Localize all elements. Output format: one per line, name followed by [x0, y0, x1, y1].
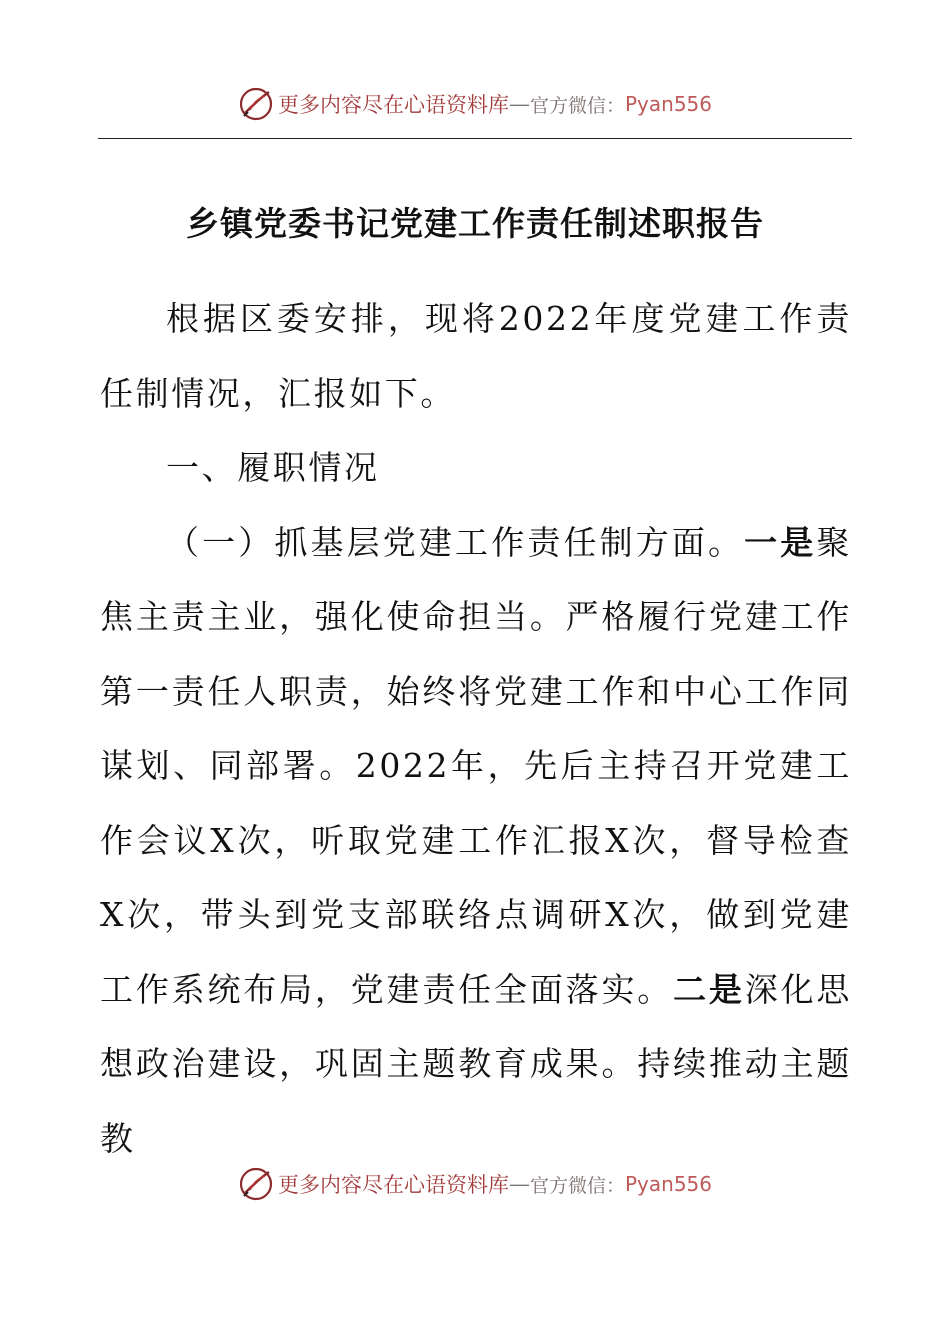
intro-paragraph: 根据区委安排，现将2022年度党建工作责任制情况，汇报如下。: [100, 299, 852, 413]
footer-wechat-label: 官方微信：: [529, 1174, 625, 1197]
subsection-heading: （一）抓基层党建工作责任制方面。: [166, 522, 745, 562]
header-slogan: 更多内容尽在心语资料库: [277, 93, 509, 117]
document-body: [100, 282, 852, 1176]
section-heading: 一、履职情况: [166, 448, 380, 487]
footer-banner: [0, 1160, 950, 1208]
point-two-text: 深化思想政治建设，巩固主题教育成果。持续推动主题教: [100, 969, 852, 1158]
point-one-text: 聚焦主责主业，强化使命担当。严格履行党建工作第一责任人职责，始终将党建工作和中心工作同谋划、同部署。2022年，先后主持召开党建工作会议X次，听取党建工作汇报X次，督导检查X次，带头到党支部联络点调研X次，做到党建工作系统布局，党建责任全面落实。: [100, 522, 852, 1009]
bold-marker-second: 二是: [673, 969, 745, 1009]
bold-marker-first: 一是: [744, 522, 817, 562]
quill-logo-icon: [238, 86, 274, 122]
footer-separator: —: [508, 1172, 530, 1196]
header-wechat-label: 官方微信：: [529, 94, 625, 117]
paragraph-responsibility: [100, 506, 852, 1177]
header-wechat-id: Pyan556: [625, 92, 713, 116]
header-banner: [0, 80, 950, 128]
quill-logo-icon: [238, 1166, 274, 1202]
header-separator: —: [508, 92, 530, 116]
document-title: 乡镇党委书记党建工作责任制述职报告: [186, 204, 764, 243]
footer-slogan: 更多内容尽在心语资料库: [277, 1173, 509, 1197]
footer-wechat-id: Pyan556: [625, 1172, 713, 1196]
header-divider: [98, 138, 852, 139]
